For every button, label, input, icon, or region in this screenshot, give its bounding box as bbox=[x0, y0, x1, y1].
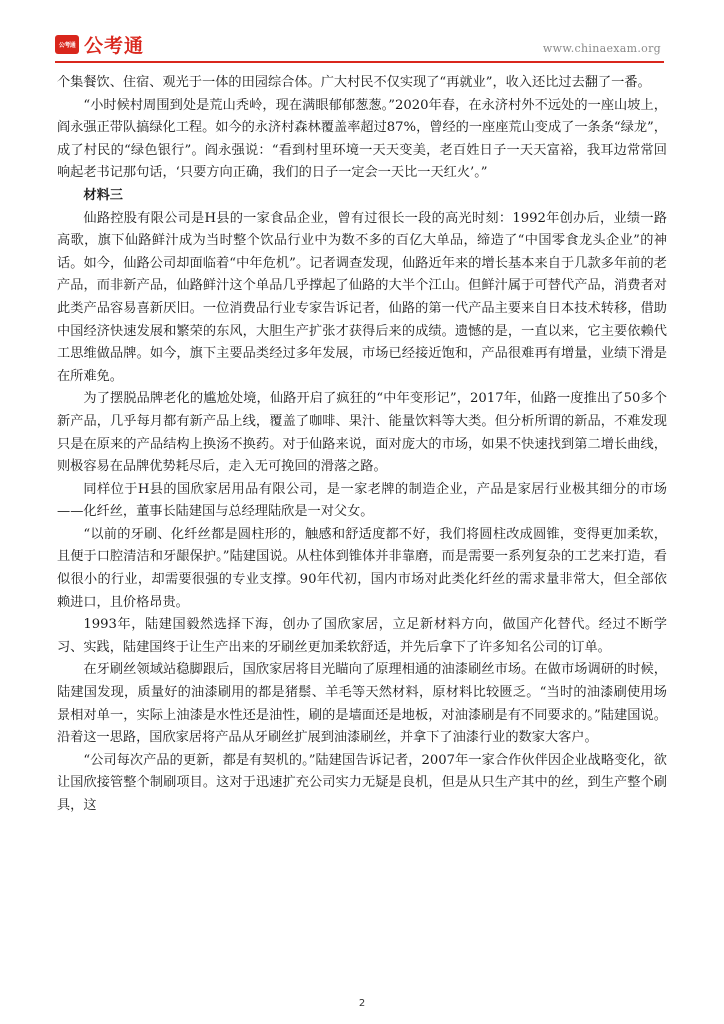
page-number: 2 bbox=[358, 998, 366, 1009]
logo-text: 公考通 bbox=[84, 35, 145, 57]
paragraph-8: 在牙刷丝领域站稳脚跟后，国欣家居将目光瞄向了原理相通的油漆刷丝市场。在做市场调研的时候，陆建国发现，质量好的油漆刷用的都是猪鬃、羊毛等天然材料，原材料比较匮乏。“当时的油漆刷使用场景相对单一，实际上油漆是水性还是油性，刷的是墙面还是地板，对油漆刷是有不同要求的。”陆建国说。沿着这一思路，国欣家居将产品从牙刷丝扩展到油漆刷丝，并拿下了油漆行业的数家大客户。 bbox=[57, 662, 667, 746]
paragraph-4: 为了摆脱品牌老化的尴尬处境，仙路开启了疯狂的“中年变形记”，2017年，仙路一度推出了50多个新产品，几乎每月都有新产品上线，覆盖了咖啡、果汁、能量饮料等大类。但分析所谓的新品，不难发现只是在原来的产品结构上换汤不换药。对于仙路来说，面对庞大的市场，如果不快速找到第二增长曲线，则极容易在品牌优势耗尽后，走入无可挽回的滑落之路。 bbox=[57, 391, 667, 475]
paragraph-5: 同样位于H县的国欣家居用品有限公司，是一家老牌的制造企业，产品是家居行业极其细分的市场——化纤丝，董事长陆建国与总经理陆欣是一对父女。 bbox=[57, 481, 667, 520]
logo-icon: 公考通 bbox=[55, 35, 79, 54]
document-body bbox=[57, 72, 667, 818]
paragraph-3: 仙路控股有限公司是H县的一家食品企业，曾有过很长一段的高光时刻：1992年创办后，业绩一路高歌，旗下仙路鲜汁成为当时整个饮品行业中为数不多的百亿大单品，缔造了“中国零食龙头企业”的神话。如今，仙路公司却面临着“中年危机”。记者调查发现，仙路近年来的增长基本来自于几款多年前的老产品，而非新产品，仙路鲜汁这个单品几乎撑起了仙路的大半个江山。但鲜汁属于可替代产品，消费者对此类产品容易喜新厌旧。一位消费品行业专家告诉记者，仙路的第一代产品主要来自日本技术转移，借助中国经济快速发展和繁荣的东风，大胆生产扩张才获得后来的成绩。遗憾的是，一直以来，它主要依赖代工思维做品牌。如今，旗下主要品类经过多年发展，市场已经接近饱和，产品很难再有增量，业绩下滑是在所难免。 bbox=[57, 210, 667, 384]
paragraph-7: 1993年，陆建国毅然选择下海，创办了国欣家居，立足新材料方向，做国产化替代。经过不断学习、实践，陆建国终于让生产出来的牙刷丝更加柔软舒适，并先后拿下了许多知名公司的订单。 bbox=[57, 617, 667, 655]
paragraph-9: “公司每次产品的更新，都是有契机的。”陆建国告诉记者，2007年一家合作伙伴因企业战略变化，欲让国欣接管整个制刷项目。这对于迅速扩充公司实力无疑是良机，但是从只生产其中的丝，到生产整个刷具，这 bbox=[57, 752, 667, 813]
section-heading: 材料三 bbox=[83, 187, 123, 203]
header-divider bbox=[55, 61, 664, 63]
paragraph-6: “以前的牙刷、化纤丝都是圆柱形的，触感和舒适度都不好，我们将圆柱改成圆锥，变得更加柔软，且便于口腔清洁和牙龈保护。”陆建国说。从柱体到锥体并非靠磨，而是需要一系列复杂的工艺来打造，看似很小的行业，却需要很强的专业支撑。90年代初，国内市场对此类化纤丝的需求量非常大，但全部依赖进口，且价格昂贵。 bbox=[57, 526, 667, 610]
site-url[interactable]: www.chinaexam.org bbox=[542, 42, 661, 55]
logo[interactable] bbox=[55, 31, 144, 58]
paragraph-2: “小时候村周围到处是荒山秃岭，现在满眼郁郁葱葱。”2020年春，在永济村外不远处的一座山坡上，阎永强正带队搞绿化工程。如今的永济村森林覆盖率超过87%，曾经的一座座荒山变成了一条条“绿龙”，成了村民的“绿色银行”。阎永强说：“看到村里环境一天天变美，老百姓日子一天天富裕，我耳边常常回响起老书记那句话，‘只要方向正确，我们的日子一定会一天比一天红火’。” bbox=[57, 97, 667, 181]
page-header bbox=[0, 0, 724, 66]
paragraph-1: 个集餐饮、住宿、观光于一体的田园综合体。广大村民不仅实现了“再就业”，收入还比过去翻了一番。 bbox=[57, 75, 651, 90]
